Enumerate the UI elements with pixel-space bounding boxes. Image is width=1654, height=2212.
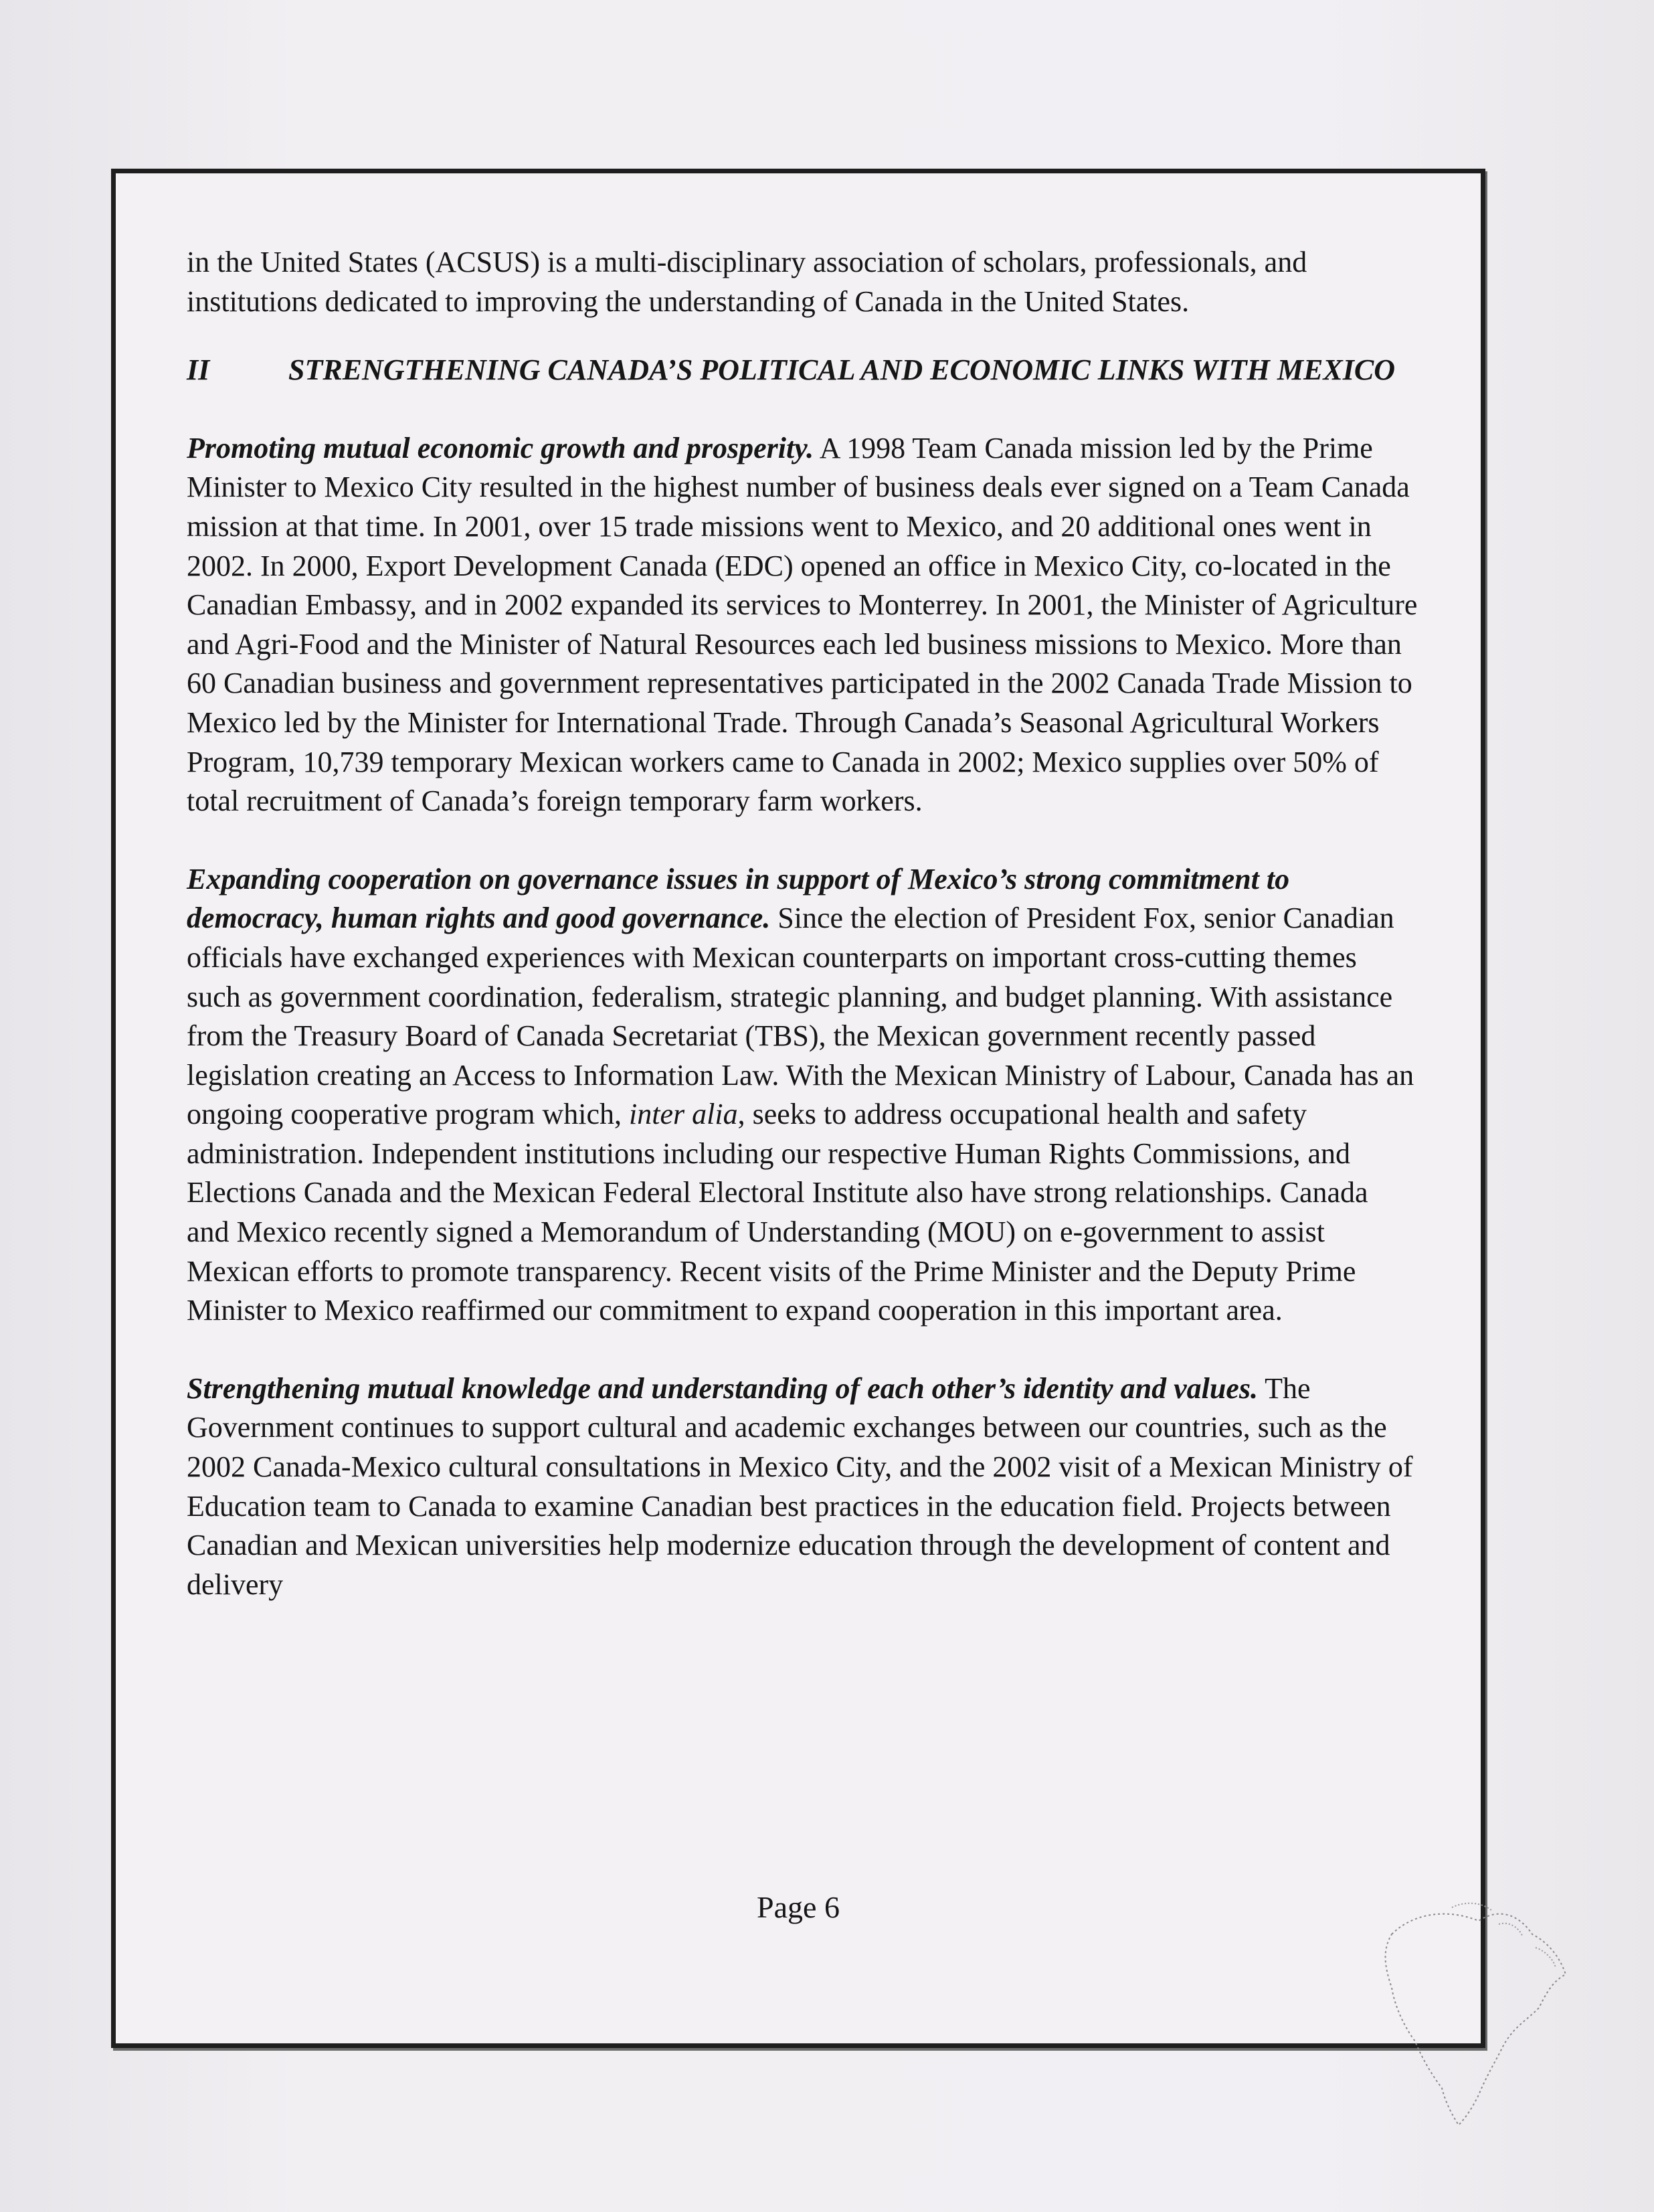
section-number: II (187, 353, 210, 387)
paragraph-lead: Expanding cooperation on governance issues in support of Mexico’s strong commitment to democracy, human rights and good governance. (187, 862, 1290, 935)
document-body (187, 243, 1418, 1643)
paragraph-governance (187, 860, 1418, 1331)
section-heading (187, 351, 1418, 390)
paragraph-knowledge (187, 1369, 1418, 1605)
page-number: Page 6 (757, 1890, 840, 1924)
intro-paragraph: in the United States (ACSUS) is a multi-disciplinary association of scholars, professionals, and institutions dedicated to improving the understanding of Canada in the United States. (187, 246, 1307, 318)
document-frame (111, 169, 1485, 2048)
paragraph-lead: Strengthening mutual knowledge and understanding of each other’s identity and values. (187, 1371, 1258, 1405)
paragraph-body: A 1998 Team Canada mission led by the Prime Minister to Mexico City resulted in the highest number of business deals ever signed on a Team Canada mission at that time. In 2001, over 15 trade missions went to Mexico, and 20 additional ones went in 2002. In 2000, Export Development Canada (EDC) opened an office in Mexico City, co-located in the Canadian Embassy, and in 2002 expanded its services to Monterrey. In 2001, the Minister of Agriculture and Agri-Food and the Minister of Natural Resources each led business missions to Mexico. More than 60 Canadian business and government representatives participated in the 2002 Canada Trade Mission to Mexico led by the Minister for International Trade. Through Canada’s Seasonal Agricultural Workers Program, 10,739 temporary Mexican workers came to Canada in 2002; Mexico supplies over 50% of total recruitment of Canada’s foreign temporary farm workers. (187, 431, 1418, 818)
north-america-map-icon (1365, 1894, 1579, 2135)
section-title: STRENGTHENING CANADA’S POLITICAL AND ECONOMIC LINKS WITH MEXICO (288, 353, 1395, 387)
paragraph-economic-growth (187, 429, 1418, 821)
paragraph-italic-term: inter alia (629, 1098, 738, 1131)
paragraph-body-continued: , seeks to address occupational health and safety administration. Independent institutions including our respective Human Rights Commissions, and Elections Canada and the Mexican Federal Electoral Institute also have strong relationships. Canada and Mexico recently signed a Memorandum of Understanding (MOU) on e-government to assist Mexican efforts to promote transparency. Recent visits of the Prime Minister and the Deputy Prime Minister to Mexico reaffirmed our commitment to expand cooperation in this important area. (187, 1098, 1368, 1327)
paragraph-body: The Government continues to support cultural and academic exchanges between our countries, such as the 2002 Canada-Mexico cultural consultations in Mexico City, and the 2002 visit of a Mexican Ministry of Education team to Canada to examine Canadian best practices in the education field. Projects between Canadian and Mexican universities help modernize education through the development of content and delivery (187, 1371, 1413, 1601)
paragraph-lead: Promoting mutual economic growth and prosperity. (187, 431, 814, 464)
paragraph-body: Since the election of President Fox, senior Canadian officials have exchanged experiences with Mexican counterparts on important cross-cutting themes such as government coordination, federalism, strategic planning, and budget planning. With assistance from the Treasury Board of Canada Secretariat (TBS), the Mexican government recently passed legislation creating an Access to Information Law. With the Mexican Ministry of Labour, Canada has an ongoing cooperative program which, (187, 902, 1414, 1131)
